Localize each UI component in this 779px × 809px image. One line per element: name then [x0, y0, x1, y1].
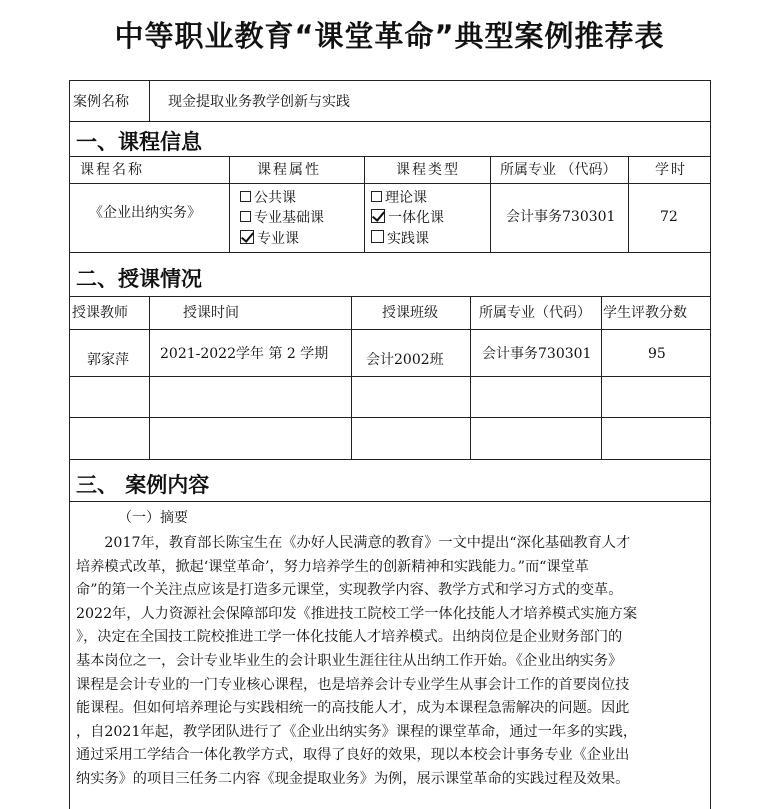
- course-attribute-option[interactable]: 公共课: [240, 188, 296, 208]
- page-title: 中等职业教育“课堂革命”典型案例推荐表: [114, 19, 665, 53]
- course-header-name: 课程名称: [80, 162, 144, 178]
- abstract-line: 2017年，教育部长陈宝生在《办好人民满意的教育》一文中提出“深化基础教育人才: [104, 535, 631, 551]
- table-divider: [69, 252, 711, 253]
- table-divider: [149, 296, 150, 459]
- checkbox-icon: [371, 191, 382, 202]
- section-course-info: 一、课程信息: [76, 130, 202, 154]
- table-divider: [149, 80, 150, 121]
- abstract-line: 纳实务》的项目三任务二内容《现金提取业务》为例，展示课堂革命的实践过程及效果。: [76, 770, 630, 787]
- table-divider: [69, 417, 711, 418]
- course-major: 会计事务730301: [506, 209, 616, 225]
- checked-checkbox-icon: [371, 209, 385, 223]
- case-name-value: 现金提取业务教学创新与实践: [168, 94, 350, 110]
- course-hours: 72: [660, 209, 678, 225]
- table-divider: [69, 296, 711, 297]
- teaching-major: 会计事务730301: [482, 346, 592, 362]
- table-divider: [69, 329, 711, 330]
- course-header-hours: 学时: [655, 162, 687, 178]
- table-divider: [364, 156, 365, 252]
- course-attribute-option[interactable]: 专业课: [240, 229, 299, 249]
- checkbox-icon: [371, 230, 384, 243]
- table-divider: [470, 296, 471, 459]
- checked-checkbox-icon: [240, 230, 254, 244]
- abstract-line: 2022年，人力资源社会保障部印发《推进技工院校工学一体化技能人才培养模式实施方案: [76, 605, 638, 622]
- table-divider: [69, 459, 711, 460]
- table-divider: [69, 376, 711, 377]
- table-divider: [490, 156, 491, 252]
- table-divider: [229, 156, 230, 252]
- table-divider: [601, 296, 602, 459]
- table-divider: [69, 501, 711, 502]
- teaching-header-score: 学生评教分数: [603, 305, 687, 321]
- teacher-name: 郭家萍: [87, 352, 129, 368]
- abstract-heading: （一）摘要: [118, 510, 188, 526]
- teaching-header-time: 授课时间: [183, 305, 239, 321]
- abstract-line: 》，决定在全国技工院校推进工学一体化技能人才培养模式。出纳岗位是企业财务部门的: [76, 629, 623, 646]
- course-type-option[interactable]: 一体化课: [371, 208, 444, 228]
- teaching-header-major: 所属专业（代码）: [479, 305, 591, 321]
- teaching-header-teacher: 授课教师: [72, 305, 128, 321]
- abstract-line: 基本岗位之一，会计专业毕业生的会计职业生涯往往从出纳工作开始。《企业出纳实务》: [76, 652, 623, 669]
- abstract-line: 命”的第一个关注点应该是打造多元课堂，实现教学内容、教学方式和学习方式的变革。: [76, 582, 623, 599]
- table-divider: [628, 156, 629, 252]
- course-header-major: 所属专业 （代码）: [500, 162, 617, 178]
- teaching-class: 会计2002班: [366, 352, 444, 368]
- student-score: 95: [648, 346, 666, 362]
- abstract-line: 课程是会计专业的一门专业核心课程，也是培养会计专业学生从事会计工作的首要岗位技: [76, 676, 630, 693]
- course-type-option[interactable]: 理论课: [371, 188, 427, 208]
- teaching-header-class: 授课班级: [382, 305, 438, 321]
- abstract-line: 培养模式改革，掀起‘课堂革命’，努力培养学生的创新精神和实践能力。”而“课堂革: [76, 558, 589, 575]
- course-header-attribute: 课程属性: [257, 162, 321, 178]
- section-teaching: 二、授课情况: [76, 267, 202, 291]
- abstract-line: 通过采用工学结合一体化教学方式，取得了良好的效果，现以本校会计事务专业《企业出: [76, 747, 630, 764]
- table-divider: [351, 296, 352, 459]
- abstract-line: 能课程。但如何培养理论与实践相统一的高技能人才，成为本课程急需解决的问题。因此: [76, 700, 630, 717]
- table-divider: [69, 121, 711, 122]
- teaching-time: 2021-2022学年 第 2 学期: [160, 346, 329, 362]
- checkbox-icon: [240, 211, 251, 222]
- course-type-option[interactable]: 实践课: [371, 229, 429, 249]
- abstract-text: [76, 532, 704, 792]
- course-attribute-option[interactable]: 专业基础课: [240, 208, 324, 228]
- course-name: 《企业出纳实务》: [89, 205, 201, 221]
- checkbox-icon: [240, 191, 251, 202]
- section-content: 三、 案例内容: [76, 473, 210, 497]
- case-name-label: 案例名称: [73, 94, 129, 110]
- table-divider: [69, 156, 711, 157]
- course-header-type: 课程类型: [396, 162, 460, 178]
- abstract-line: ，自2021年起，教学团队进行了《企业出纳实务》课程的课堂革命，通过一年多的实践，: [76, 723, 638, 740]
- table-divider: [69, 183, 711, 184]
